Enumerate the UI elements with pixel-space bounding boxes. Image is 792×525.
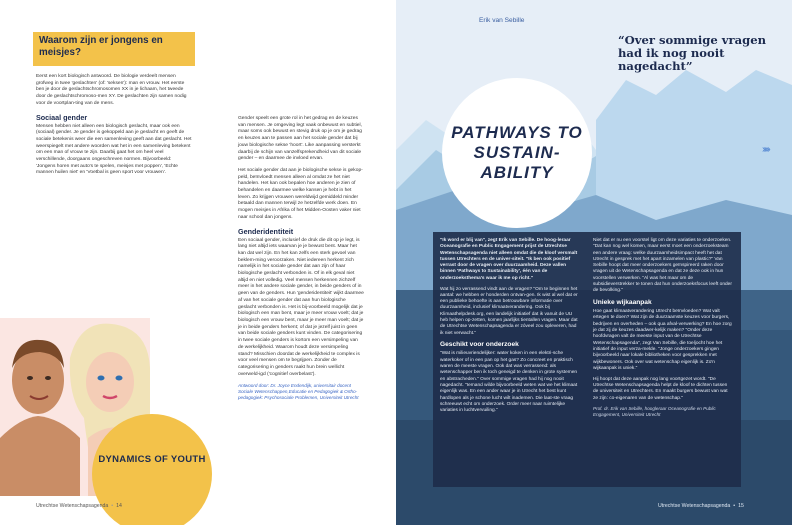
sociaal-gender-paragraph: Mensen hebben niet alleen een biologisch geslacht, maar ook een (sociaal) gender. Je gender is gekoppeld aan je geslacht en geeft de sociale betekenis weer die een samenleving geeft aan dat geslacht. Het weerspiegelt met andere woorden wat het in een samenleving betekent om een man of vrouw te zijn. Daarbij gaat het om heel veel verschillende, doorgaans ongeschreven normen. Bijvoorbeeld: 'Jongens horen met auto's te spelen, meisjes met poppen', 'Echte mannen huilen niet' en 'Voetbal is geen sport voor vrouwen'.: [36, 123, 192, 176]
pull-quote: “Over sommige vragen had ik nog nooit nagedacht”: [618, 33, 767, 73]
left-column-2: [238, 116, 364, 406]
author-caption: Prof. dr. Erik van Sebille, hoogleraar Oceanografie en Public Engagement, Universiteit Utrecht: [593, 406, 716, 418]
answer-caption: Antwoord door: Dr. Joyce Endendijk, universitair docent Sociale Wetenschappen,Educatie en Pedagogiek & Ortho-pedagogiek: Psychosociale Problemen, Universiteit Utrecht: [238, 383, 359, 401]
article-column-2: [593, 238, 733, 423]
footer-right: Utrechtse Wetenschapsagenda • 15: [658, 503, 744, 509]
gender-paragraph-2: Het sociale gender dat aan je biologische sekse is gekop-peld, beïnvloedt mensen alleen al omdat ze het niet handelen. Het kan ook bepalen hoe anderen je zien of behandelen en daarmee welke kansen je hebt in het leven. Zo krijgen vrouwen wereldwijd gemiddeld minder betaald dan mannen terwijl ze hetzelfde werk doen. En mogen meisjes in Afrika of het Midden-Oosten vaker niet naar school dan jongens.: [238, 167, 363, 220]
footer-left: Utrechtse Wetenschapsagenda • 14: [36, 503, 122, 509]
question-box: [33, 32, 195, 66]
article-paragraph-2: "Wat is milieuvriendelijker: water koken in een elektri-sche waterkoker of in een pan op het gas? Zo concreet en praktisch waren de meeste vragen. Ook dat was verrassend: als wetenschapper ben ik toch geneigd te denken in grote systemen en abstracheden." Over sommige vragen had hij nog nooit nagedacht. "Iemand wilde bijvoorbeeld weten wat we het klimaat eigenlijk was. En een ander waar je in Utrecht het best kunt hardlopen als je schone lucht wilt inademen. Die laat-ste vraag schreeuwt echt om onderzoek. Order meer naar ruimtelijke variaties in luchtvervuiling.": [440, 351, 578, 414]
subheading-wijkaanpak: Unieke wijkaanpak: [593, 299, 652, 307]
subheading-genderidentiteit: Genderidentiteit: [238, 226, 294, 236]
question-title: Waarom zijn er jongens en meisjes?: [39, 35, 163, 58]
subheading-sociaal-gender: Sociaal gender: [36, 112, 88, 122]
article-paragraph-3: Niet dat er nu een voorstel ligt om deze variaties te onderzoeken. "Dat kan nog wel komen, maar eerst moet een onderzoeksteam een andere vraag: welke duurzaamheidsimpact heeft het dat Utrecht in gesprek met het apart inzamelen van plastic?" Van Sebille hoopt dat meer onderzoekers geïnspireerd raken door vragen uit de Wetenschapsagenda en dat ze deze ook in hun voorstellen verwerken. "Al was het maar om de subsidieverstrekker te tonen dat hun onderzoeksfocus leeft onder de bevolking.": [593, 238, 732, 294]
subheading-geschikt: Geschikt voor onderzoek: [440, 341, 519, 349]
badge-text: DYNAMICS OF YOUTH: [98, 453, 206, 465]
footer-publication: Utrechtse Wetenschapsagenda: [658, 503, 731, 509]
footer-page-number: 14: [116, 503, 122, 509]
left-column-1: [36, 74, 192, 182]
pathways-badge: [442, 78, 592, 228]
article-paragraph-4: Hoe gaat klimaatverandering Utrecht beïnvloeden? Wat valt ertegen te doen? Wat zijn de duurzaamste keuzes voor burgers, bedrijven en overheden – ook qua afval-verwerking? En hoe zorg je dat zij de keuzes daadwer-kelijk maken? "Onder deze hoofdvragen valt de meeste input van de Utrechtse Wetenschapsagenda", zegt Van Sebille, die toeljocht hoe het initiatief de input verza-melde. "Jonge onderzoekers gingen bijvoorbeeld naar lokale bibliotheken voor gesprekken met wijkbewoners. Ook over wat wetenschap eigenlijk is. Zo'n wijkaanpak is uniek.": [593, 309, 732, 371]
person-name: Erik van Sebille: [479, 17, 525, 24]
article-text-box: [433, 232, 741, 487]
pathways-text: PATHWAYS TO SUSTAIN-ABILITY: [451, 123, 583, 182]
article-paragraph-1: Wat hij zo verrassend vindt aan de vragen? "Om te beginnen het aantal: we hebben er honderden ontvan-gen. Ik wist al wel dat er een publieke behoefte is aan betrouwbare informatie over duurzaamheid, inclusief klimaatverandering. Ook bij Klimaathelpdesk.org, een landelijk initiatief dat ik vanuit de UU heb helpen op-zetten, komen jaarlijks tientallen vragen. Maar dat de Utrechtse Wetenschapsagenda er zóveel zou opleveren, had ik niet verwacht.": [440, 286, 578, 336]
intro-paragraph: Eerst een kort biologisch antwoord. De biologie verdeelt mensen grofweg in twee 'geslachten' (of: 'seksen'): man en vrouw. Het eerste ben je door de geslachtschromosomen XX in je lichaam, het tweede door de geslachtschromoso-men XY. De geslachten zijn samen nodig voor de voortplan-ting van de mens.: [36, 74, 187, 106]
footer-page-number: 15: [738, 503, 744, 509]
genderidentiteit-paragraph: Een sociaal gender, inclusief de druk die dit op je legt, is lang niet altijd iets waarvan je je bewust bent. Maar het kan dat wel zijn. En het kan zelfs een sterk gevoel van beklem-ming veroorzaken. Niet iedereen herkent zich namelijk in het sociale gender dat aan zijn of haar biologische geslacht verbonden is. Of in elk geval niet altijd en niet volledig. Veel mensen herkennen zichzelf meer in het andere sociale gender, in beide genders of in geen van de genders. Hun 'genderidentiteit' wijkt daarmee af van het sociale gender dat aan hun biologische geslacht verbonden is. Het is bij-voorbeeld mogelijk dat je biologisch een man bent, maar je meer vrouw voelt; dat je biologisch een vrouw bent, maar je meer man voelt; dat je je in beide genders herkent; of dat je jezelf juist in geen van beide sociale genders kunt vinden. De categorisering in twee sociale genders is kortom een versimpeling van de werkelijkheid. Waarom houdt deze versimpeling stand? Misschien doordat de werkelijkheid te complex is voor veel mensen om te begrijpen. Zonder de categorisering in genders raakt hun brein wellicht overweld-igd ('cognitief overbelast').: [238, 237, 364, 377]
article-column-1: [440, 238, 580, 419]
article-paragraph-5: Hij hoopt dat deze aanpak nog lang voortgezet wordt. "De Utrechtse Wetenschapsagenda helpt de kloof te dichten tussen de universiteit en Utrechters. En maakt burgers bewust van wat ze zijn: co-eigenaren van de wetenschap.": [593, 376, 728, 401]
chevron-right-icon: ›››››: [762, 144, 769, 155]
footer-publication: Utrechtse Wetenschapsagenda: [36, 503, 109, 509]
gender-paragraph-1: Gender speelt een grote rol in het gedrag en de keuzes van mensen. Je omgeving legt vaak onbewust en subtiel, maar soms ook bewust en stevig druk op je om je gedrag en keuzes aan te passen aan het sociale gender dat bij jouw biologische sekse 'hoort'. Like aanpassing versterkt daarbij de schijn van vanzelfsprekendheid van dit sociale gender – en daarmee de invloed ervan.: [238, 116, 362, 162]
right-page: [396, 0, 792, 525]
lead-paragraph: "Ik word er blij van", zegt Erik van Sebille. De hoog-leraar Oceanografie en Public Engagement prijst de Utrechtse Wetenschapsagenda niet alleen omdat die de kloof versmalt tussen Utrechters en de univer-siteit. "Ik ben ook positief verrast door de vragen over duurzaamheid. Deze vallen binnen 'Pathways to Sustainability', één van de onderzoeksthema's waar ik me op richt.": [440, 238, 578, 281]
